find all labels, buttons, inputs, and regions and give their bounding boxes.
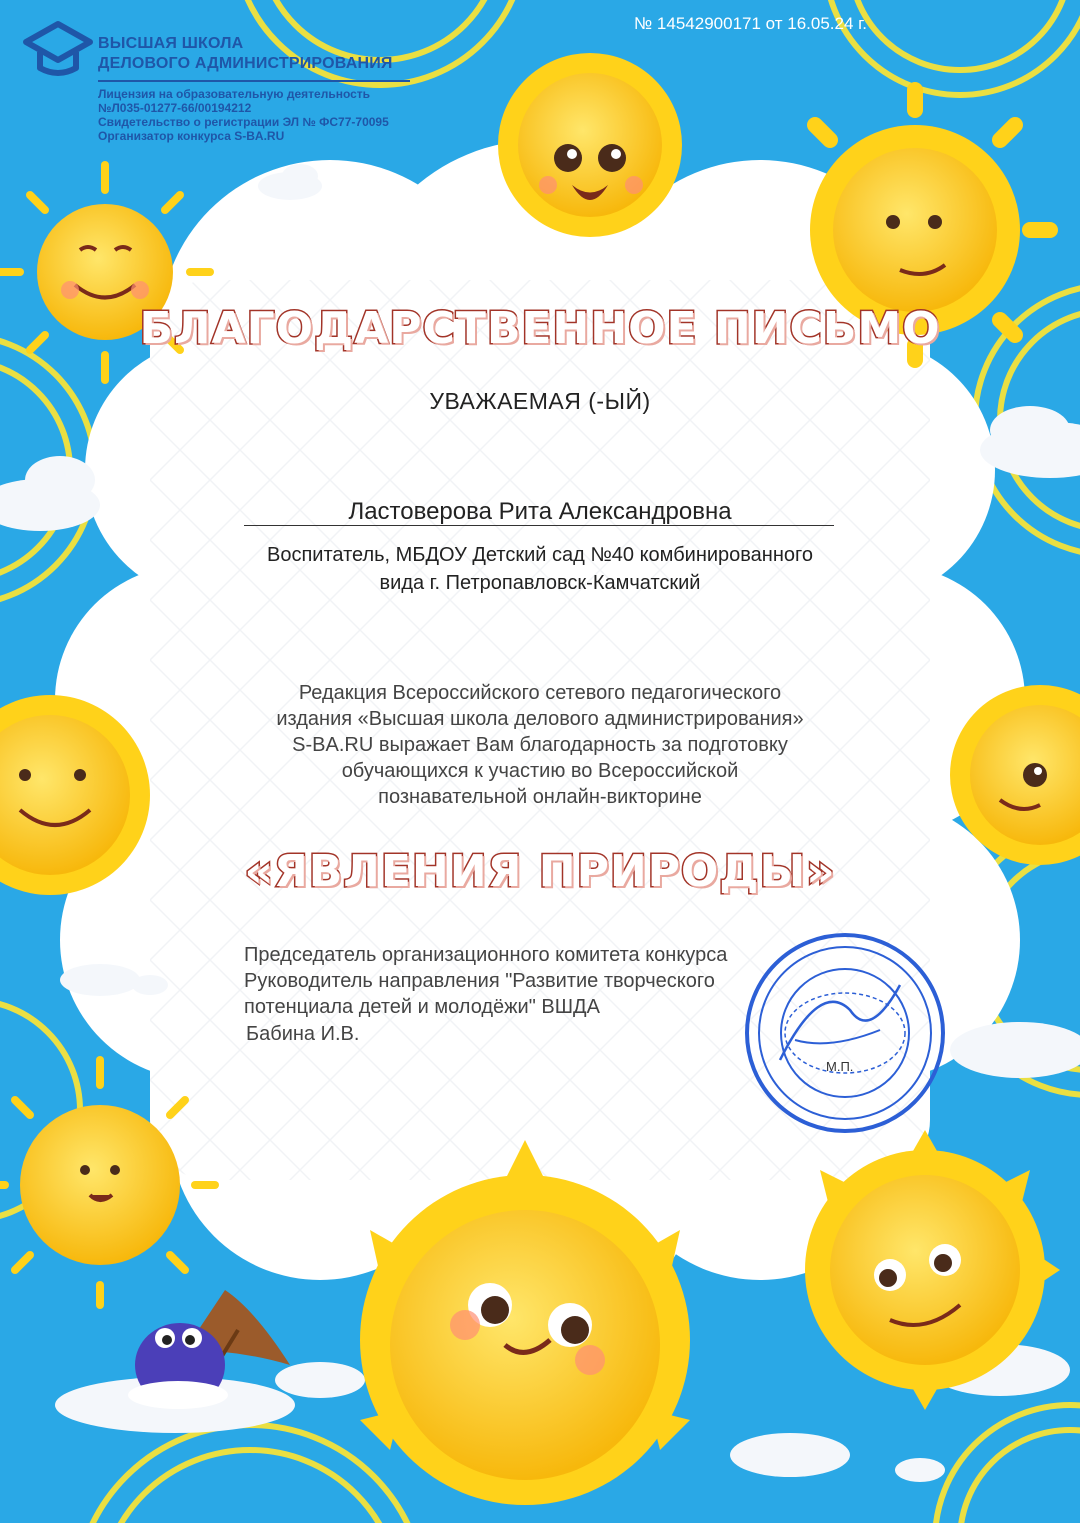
position-line1: Воспитатель, МБДОУ Детский сад №40 комбинированного bbox=[266, 544, 813, 566]
certificate-title: БЛАГОДАРСТВЕННОЕ ПИСЬМО bbox=[139, 303, 941, 354]
signature-block bbox=[244, 942, 727, 1020]
body-line1: Редакция Всероссийского сетевого педагогического bbox=[298, 682, 782, 704]
gratitude-text bbox=[200, 680, 880, 810]
org-info bbox=[98, 87, 389, 143]
signer-name: Бабина И.В. bbox=[246, 1023, 360, 1045]
body-line5: познавательной онлайн-викторине bbox=[378, 786, 702, 808]
license-line2: №Л035-01277-66/00194212 bbox=[98, 101, 252, 115]
event-title: «ЯВЛЕНИЯ ПРИРОДЫ» bbox=[244, 846, 836, 897]
org-name-line1: ВЫСШАЯ ШКОЛА bbox=[98, 35, 244, 52]
organizer-text: Организатор конкурса S-BA.RU bbox=[98, 129, 285, 143]
greeting: УВАЖАЕМАЯ (-ЫЙ) bbox=[429, 388, 651, 414]
org-name-line2: ДЕЛОВОГО АДМИНИСТРИРОВАНИЯ bbox=[98, 55, 393, 72]
name-underline bbox=[244, 525, 834, 526]
position-line2: вида г. Петропавловск-Камчатский bbox=[379, 572, 701, 594]
body-line2: издания «Высшая школа делового администрирования» bbox=[276, 708, 804, 730]
body-line3: S-BA.RU выражает Вам благодарность за подготовку bbox=[292, 734, 788, 756]
signature-line1: Председатель организационного комитета конкурса bbox=[244, 944, 728, 966]
signature-line2: Руководитель направления "Развитие творческого bbox=[244, 970, 715, 992]
signature-line3: потенциала детей и молодёжи" ВШДА bbox=[244, 996, 600, 1018]
sun-icon bbox=[498, 53, 682, 237]
body-line4: обучающихся к участию во Всероссийской bbox=[341, 760, 739, 782]
recipient-position bbox=[200, 541, 880, 597]
document-number: № 14542900171 от 16.05.24 г. bbox=[633, 14, 867, 33]
registration-text: Свидетельство о регистрации ЭЛ № ФС77-70095 bbox=[98, 115, 389, 129]
org-divider bbox=[98, 80, 410, 82]
org-name bbox=[98, 34, 393, 74]
recipient-name: Ластоверова Рита Александровна bbox=[348, 498, 732, 525]
license-line1: Лицензия на образовательную деятельность bbox=[98, 87, 371, 101]
stamp-place-label: М.П. bbox=[826, 1059, 854, 1074]
